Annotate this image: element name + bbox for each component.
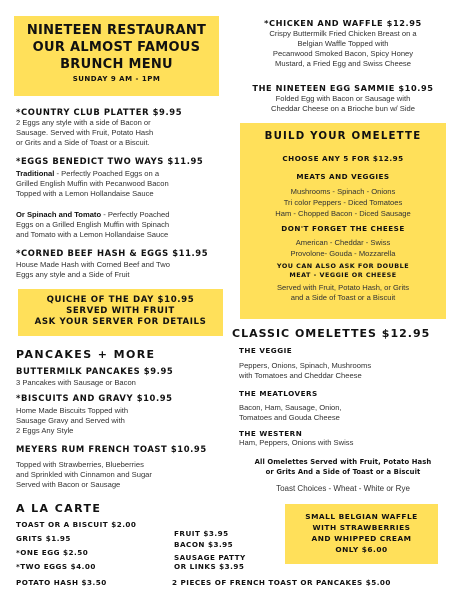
chicken-waffle-desc: Crispy Buttermilk Fried Chicken Breast on a Belgian Waffle Topped with Pecanwood Smoked Bacon, Spicy Honey Mustard, a Fried Egg and Swiss Cheese [269, 29, 417, 68]
belgian-waffle-box: SMALL BELGIAN WAFFLE WITH STRAWBERRIES AND WHIPPED CREAM ONLY $6.00 [285, 504, 438, 564]
alacarte-one-egg: *ONE EGG $2.50 [16, 548, 89, 557]
title-line-3: BRUNCH MENU [60, 57, 173, 72]
pancakes-header: PANCAKES + MORE [16, 348, 156, 361]
western-title: THE WESTERN [239, 429, 303, 438]
biscuits-title: *BISCUITS AND GRAVY $10.95 [16, 393, 173, 403]
classic-omelettes-header: CLASSIC OMELETTES $12.95 [232, 327, 431, 340]
buttermilk-title: BUTTERMILK PANCAKES $9.95 [16, 366, 174, 376]
meatlovers-title: THE MEATLOVERS [239, 389, 318, 398]
veggie-title: THE VEGGIE [239, 346, 293, 355]
corned-beef-desc: House Made Hash with Corned Beef and Two Eggs any style and a Side of Fruit [16, 260, 170, 279]
meyers-title: MEYERS RUM FRENCH TOAST $10.95 [16, 444, 207, 454]
alacarte-fruit: FRUIT $3.95 [174, 529, 229, 538]
alacarte-potato: POTATO HASH $3.50 [16, 578, 107, 587]
double-note: YOU CAN ALSO ASK FOR DOUBLE MEAT - VEGGIE OR CHEESE [276, 262, 410, 279]
country-club-title: *COUNTRY CLUB PLATTER $9.95 [16, 107, 183, 117]
western-desc: Ham, Peppers, Onions with Swiss [239, 438, 354, 447]
title-line-1: NINETEEN RESTAURANT [26, 23, 207, 38]
title-line-2: OUR ALMOST FAMOUS [32, 40, 201, 55]
cheese-header: DON'T FORGET THE CHEESE [281, 224, 405, 233]
egg-sammie-desc: Folded Egg with Bacon or Sausage with Cheddar Cheese on a Brioche bun w/ Side [271, 94, 415, 113]
alacarte-bacon: BACON $3.95 [174, 540, 234, 549]
toast-choices: Toast Choices - Wheat - White or Rye [276, 484, 410, 493]
choose-any-five: CHOOSE ANY 5 FOR $12.95 [282, 154, 404, 163]
title-box [14, 16, 219, 96]
biscuits-desc: Home Made Biscuits Topped with Sausage Gravy and Served with 2 Eggs Any Style [16, 406, 129, 435]
build-omelette-title: BUILD YOUR OMELETTE [264, 131, 422, 142]
egg-sammie-title: THE NINETEEN EGG SAMMIE $10.95 [252, 83, 434, 93]
alacarte-two-eggs: *TWO EGGS $4.00 [16, 562, 96, 571]
meats-veggies-list: Mushrooms - Spinach - Onions Tri color Peppers - Diced Tomatoes Ham - Chopped Bacon - Diced Sausage [275, 187, 411, 218]
meats-veggies-header: MEATS AND VEGGIES [296, 172, 390, 181]
veggie-desc: Peppers, Onions, Spinach, Mushrooms with Tomatoes and Cheddar Cheese [239, 361, 372, 380]
alacarte-sausage: SAUSAGE PATTY OR LINKS $3.95 [174, 553, 246, 571]
quiche-box: QUICHE OF THE DAY $10.95 SERVED WITH FRUIT ASK YOUR SERVER FOR DETAILS [18, 289, 223, 336]
all-omelettes-note: All Omelettes Served with Fruit, Potato Hash or Grits And a Side of Toast or a Biscuit [254, 458, 432, 476]
alacarte-header: A LA CARTE [16, 502, 102, 515]
build-omelette-box [240, 123, 446, 319]
hours: SUNDAY 9 AM - 1PM [72, 75, 161, 83]
country-club-desc: 2 Eggs any style with a side of Bacon or Sausage. Served with Fruit, Potato Hash or Grits and a Side of Toast or a Biscuit. [16, 118, 154, 147]
alacarte-grits: GRITS $1.95 [16, 534, 71, 543]
alacarte-french-toast: 2 PIECES OF FRENCH TOAST OR PANCAKES $5.00 [172, 578, 391, 587]
buttermilk-desc: 3 Pancakes with Sausage or Bacon [16, 378, 136, 387]
cheese-list: American - Cheddar - Swiss Provolone- Gouda - Mozzarella [290, 238, 396, 258]
corned-beef-title: *CORNED BEEF HASH & EGGS $11.95 [16, 248, 209, 258]
traditional-desc: Traditional - Perfectly Poached Eggs on a Grilled English Muffin with Pecanwood Bacon Topped with a Lemon Hollandaise Sauce [16, 169, 169, 198]
meatlovers-desc: Bacon, Ham, Sausage, Onion, Tomatoes and Gouda Cheese [239, 403, 342, 422]
chicken-waffle-title: *CHICKEN AND WAFFLE $12.95 [264, 18, 422, 28]
meyers-desc: Topped with Strawberries, Blueberries and Sprinkled with Cinnamon and Sugar Served with Bacon or Sausage [16, 460, 152, 489]
eggs-benedict-title: *EGGS BENEDICT TWO WAYS $11.95 [16, 156, 204, 166]
alacarte-toast: TOAST OR A BISCUIT $2.00 [16, 520, 137, 529]
omelette-served-note: Served with Fruit, Potato Hash, or Grits and a Side of Toast or a Biscuit [276, 283, 410, 302]
spinach-desc: Or Spinach and Tomato - Perfectly Poached Eggs on a Grilled English Muffin with Spinach and Tomato with a Lemon Hollandaise Sauce [16, 210, 170, 239]
